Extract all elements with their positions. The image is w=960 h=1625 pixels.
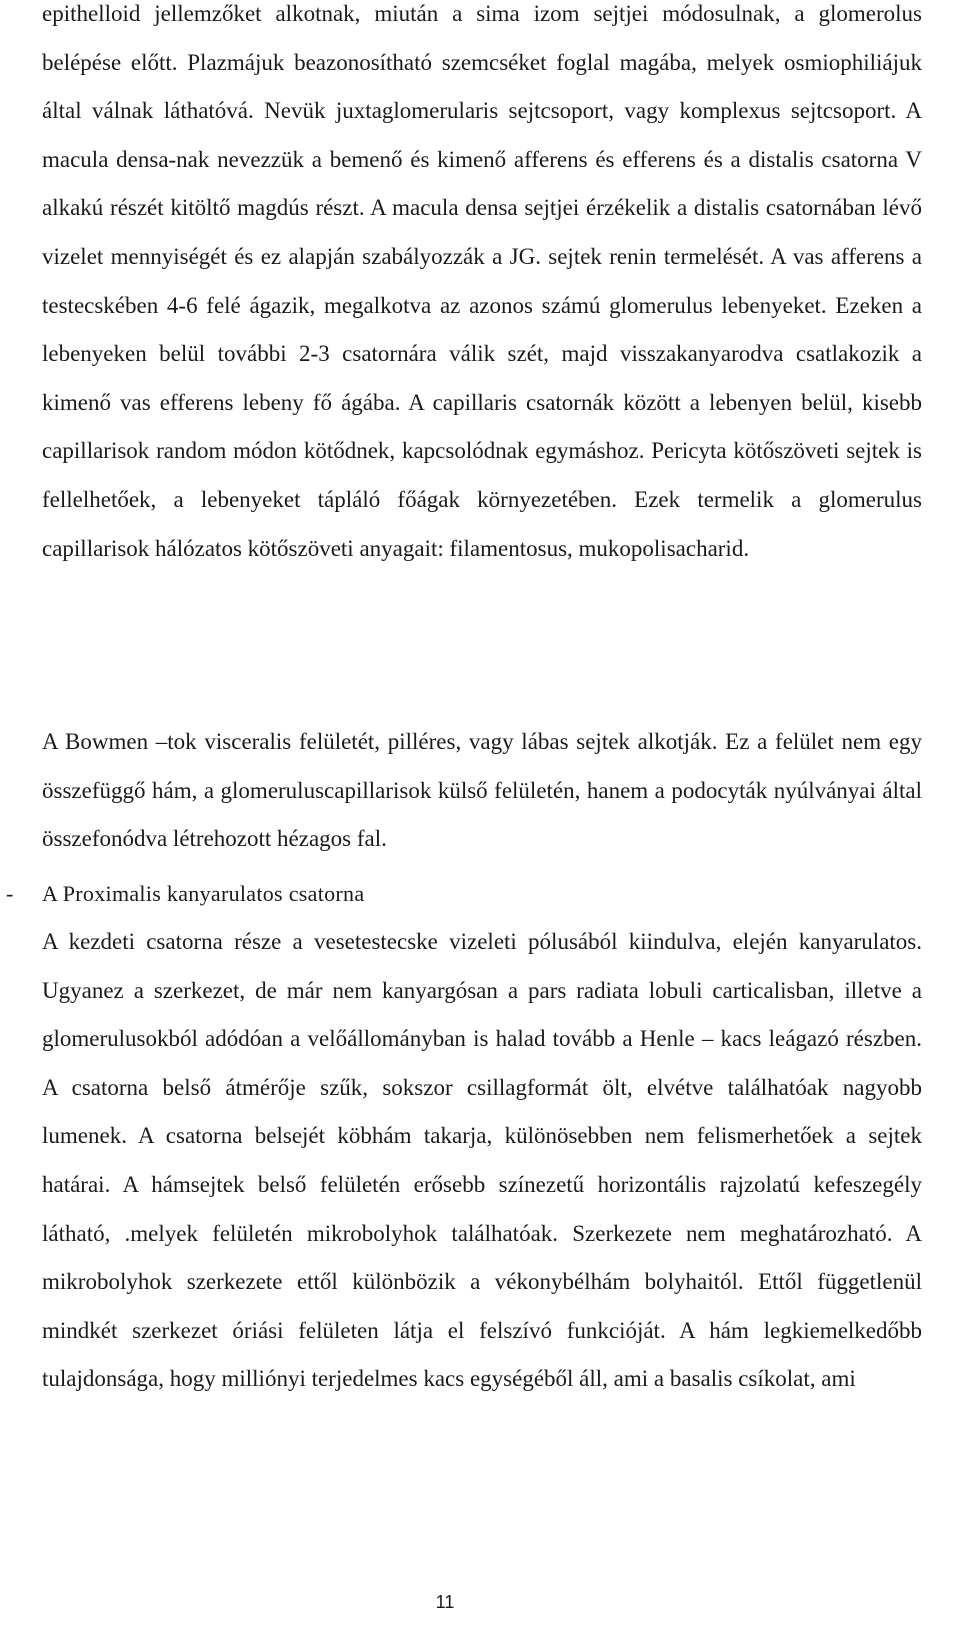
page-number: 11 [435,1592,455,1612]
list-bullet: - [6,881,14,906]
body-paragraph: A Bowmen –tok visceralis felületét, pilléres, vagy lábas sejtek alkotják. Ez a felület nem egy összefüggő hám, a glomeruluscapillarisok külső felületén, hanem a podocyták nyúlványai által összefonódva létrehozott hézagos fal. [42,729,922,852]
body-paragraph: epithelloid jellemzőket alkotnak, miután a sima izom sejtjei módosulnak, a glomerolus belépése előtt. Plazmájuk beazonosítható szemcséket foglal magába, melyek osmiophiliájuk által válnak láthatóvá. Nevük juxtaglomerularis sejtcsoport, vagy komplexus sejtcsoport. A macula densa-nak nevezzük a bemenő és kimenő afferens és efferens és a distalis csatorna V alkakú részét kitöltő magdús részt. A macula densa sejtjei érzékelik a distalis csatornában lévő vizelet mennyiségét és ez alapján szabályozzák a JG. sejtek renin termelését. A vas afferens a testecskében 4-6 felé ágazik, megalkotva az azonos számú glomerulus lebenyeket. Ezeken a lebenyeken belül további 2-3 csatornára válik szét, majd visszakanyarodva csatlakozik a kimenő vas efferens lebeny fő ágába. A capillaris csatornák között a lebenyen belül, kisebb capillarisok random módon kötődnek, kapcsolódnak egymáshoz. Pericyta kötőszöveti sejtek is fellelhetőek, a lebenyeket tápláló főágak környezetében. Ezek termelik a glomerulus capillarisok hálózatos kötőszöveti anyagait: filamentosus, mukopolisacharid. [42,1,922,561]
section-heading [0,870,960,918]
section-heading-text: A Proximalis kanyarulatos csatorna [42,881,365,906]
body-paragraph: A kezdeti csatorna része a vesetestecske vizeleti pólusából kiindulva, elején kanyarulatos. Ugyanez a szerkezet, de már nem kanyargósan a pars radiata lobuli carticalisban, illetve a glomerulusokból adódóan a velőállományban is halad tovább a Henle – kacs leágazó részben. A csatorna belső átmérője szűk, sokszor csillagformát ölt, elvétve találhatóak nagyobb lumenek. A csatorna belsejét köbhám takarja, különösebben nem felismerhetőek a sejtek határai. A hámsejtek belső felületén erősebb színezetű horizontális rajzolatú kefeszegély látható, .melyek felületén mikrobolyhok találhatóak. Szerkezete nem meghatározható. A mikrobolyhok szerkezete ettől különbözik a vékonybélhám bolyhaitól. Ettől függetlenül mindkét szerkezet óriási felületen látja el felszívó funkcióját. A hám legkiemelkedőbb tulajdonsága, hogy milliónyi terjedelmes kacs egységéből áll, ami a basalis csíkolat, ami [42,929,922,1392]
